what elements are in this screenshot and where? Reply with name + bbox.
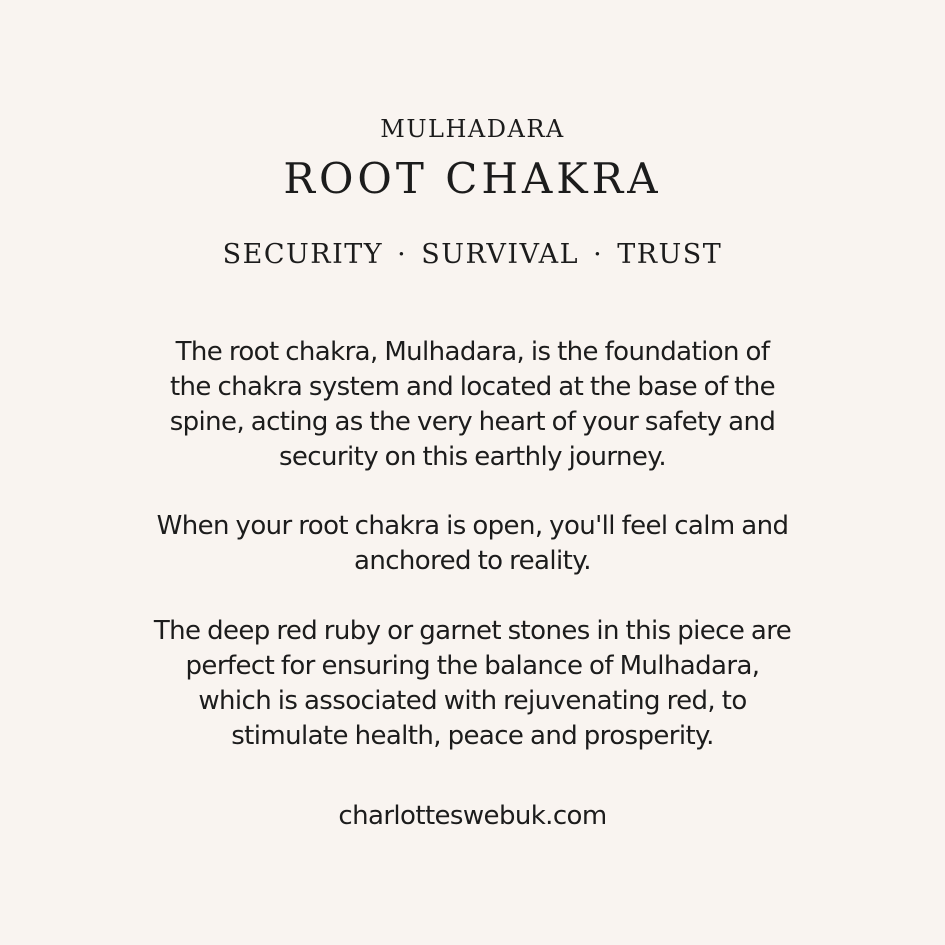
keyword-trust: TRUST (617, 239, 723, 270)
paragraph-line: perfect for ensuring the balance of Mulhadara, (185, 651, 760, 681)
paragraph-line: the chakra system and located at the base of the (169, 372, 776, 402)
sanskrit-name: MULHADARA (380, 115, 565, 143)
paragraph-line: The deep red ruby or garnet stones in this piece are (153, 616, 792, 646)
page-title: ROOT CHAKRA (283, 154, 662, 203)
paragraph-line: anchored to reality. (354, 546, 591, 576)
keyword-security: SECURITY (222, 239, 384, 270)
description-paragraph-3 (90, 614, 855, 754)
description-paragraph-2 (90, 509, 855, 579)
paragraph-line: spine, acting as the very heart of your safety and (169, 407, 776, 437)
keyword-separator: · (593, 239, 604, 270)
paragraph-line: stimulate health, peace and prosperity. (231, 721, 714, 751)
keyword-list (0, 237, 945, 273)
description-paragraph-1 (90, 335, 855, 475)
paragraph-line: The root chakra, Mulhadara, is the foundation of (175, 337, 770, 367)
keyword-survival: SURVIVAL (421, 239, 580, 270)
keyword-separator: · (397, 239, 408, 270)
paragraph-line: which is associated with rejuvenating red, to (198, 686, 747, 716)
website-url: charlotteswebuk.com (338, 801, 607, 831)
paragraph-line: security on this earthly journey. (278, 442, 667, 472)
paragraph-line: When your root chakra is open, you'll feel calm and (156, 511, 789, 541)
